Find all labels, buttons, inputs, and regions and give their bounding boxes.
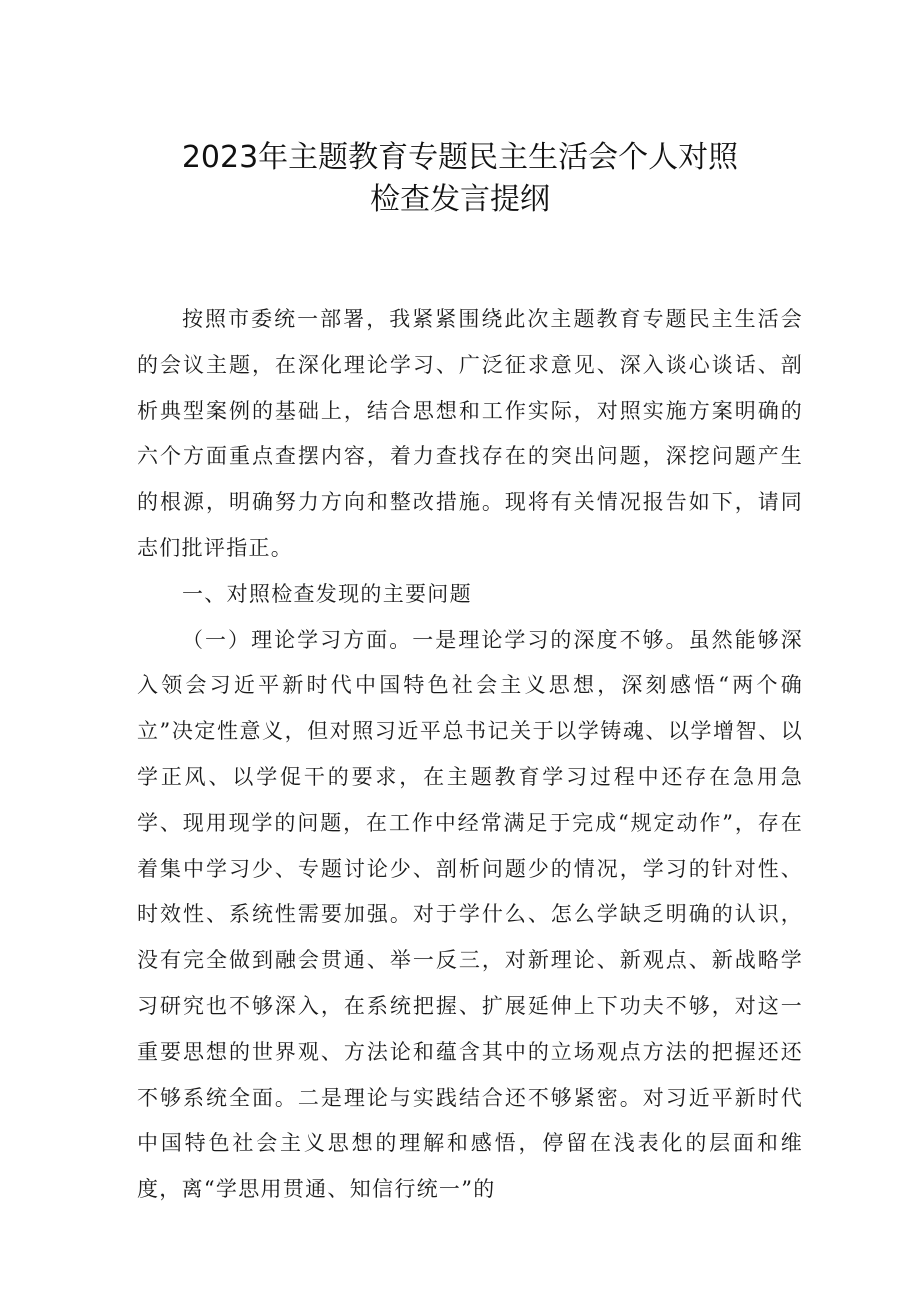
document-title-line-1: 2023年主题教育专题民主生活会个人对照 <box>181 140 739 175</box>
section-paragraph: （一）理论学习方面。一是理论学习的深度不够。虽然能够深入领会习近平新时代中国特色社会主义思想，深刻感悟“两个确立”决定性意义，但对照习近平总书记关于以学铸魂、以学增智、以学正风、以学促干的要求，在主题教育学习过程中还存在急用急学、现用现学的问题，在工作中经常满足于完成“规定动作”，存在着集中学习少、专题讨论少、剖析问题少的情况，学习的针对性、时效性、系统性需要加强。对于学什么、怎么学缺乏明确的认识，没有完全做到融会贯通、举一反三，对新理论、新观点、新战略学习研究也不够深入，在系统把握、扩展延伸上下功夫不够，对这一重要思想的世界观、方法论和蕴含其中的立场观点方法的把握还还不够系统全面。二是理论与实践结合还不够紧密。对习近平新时代中国特色社会主义思想的理解和感悟，停留在浅表化的层面和维度，离“学思用贯通、知信行统一”的 <box>137 627 803 1202</box>
document-body <box>137 297 803 1213</box>
section-heading: 一、对照检查发现的主要问题 <box>182 581 472 606</box>
intro-paragraph: 按照市委统一部署，我紧紧围绕此次主题教育专题民主生活会的会议主题，在深化理论学习、广泛征求意见、深入谈心谈话、剖析典型案例的基础上，结合思想和工作实际，对照实施方案明确的六个方面重点查摆内容，着力查找存在的突出问题，深挖问题产生的根源，明确努力方向和整改措施。现将有关情况报告如下，请同志们批评指正。 <box>137 307 803 560</box>
document-title-line-2: 检查发言提纲 <box>370 182 550 217</box>
